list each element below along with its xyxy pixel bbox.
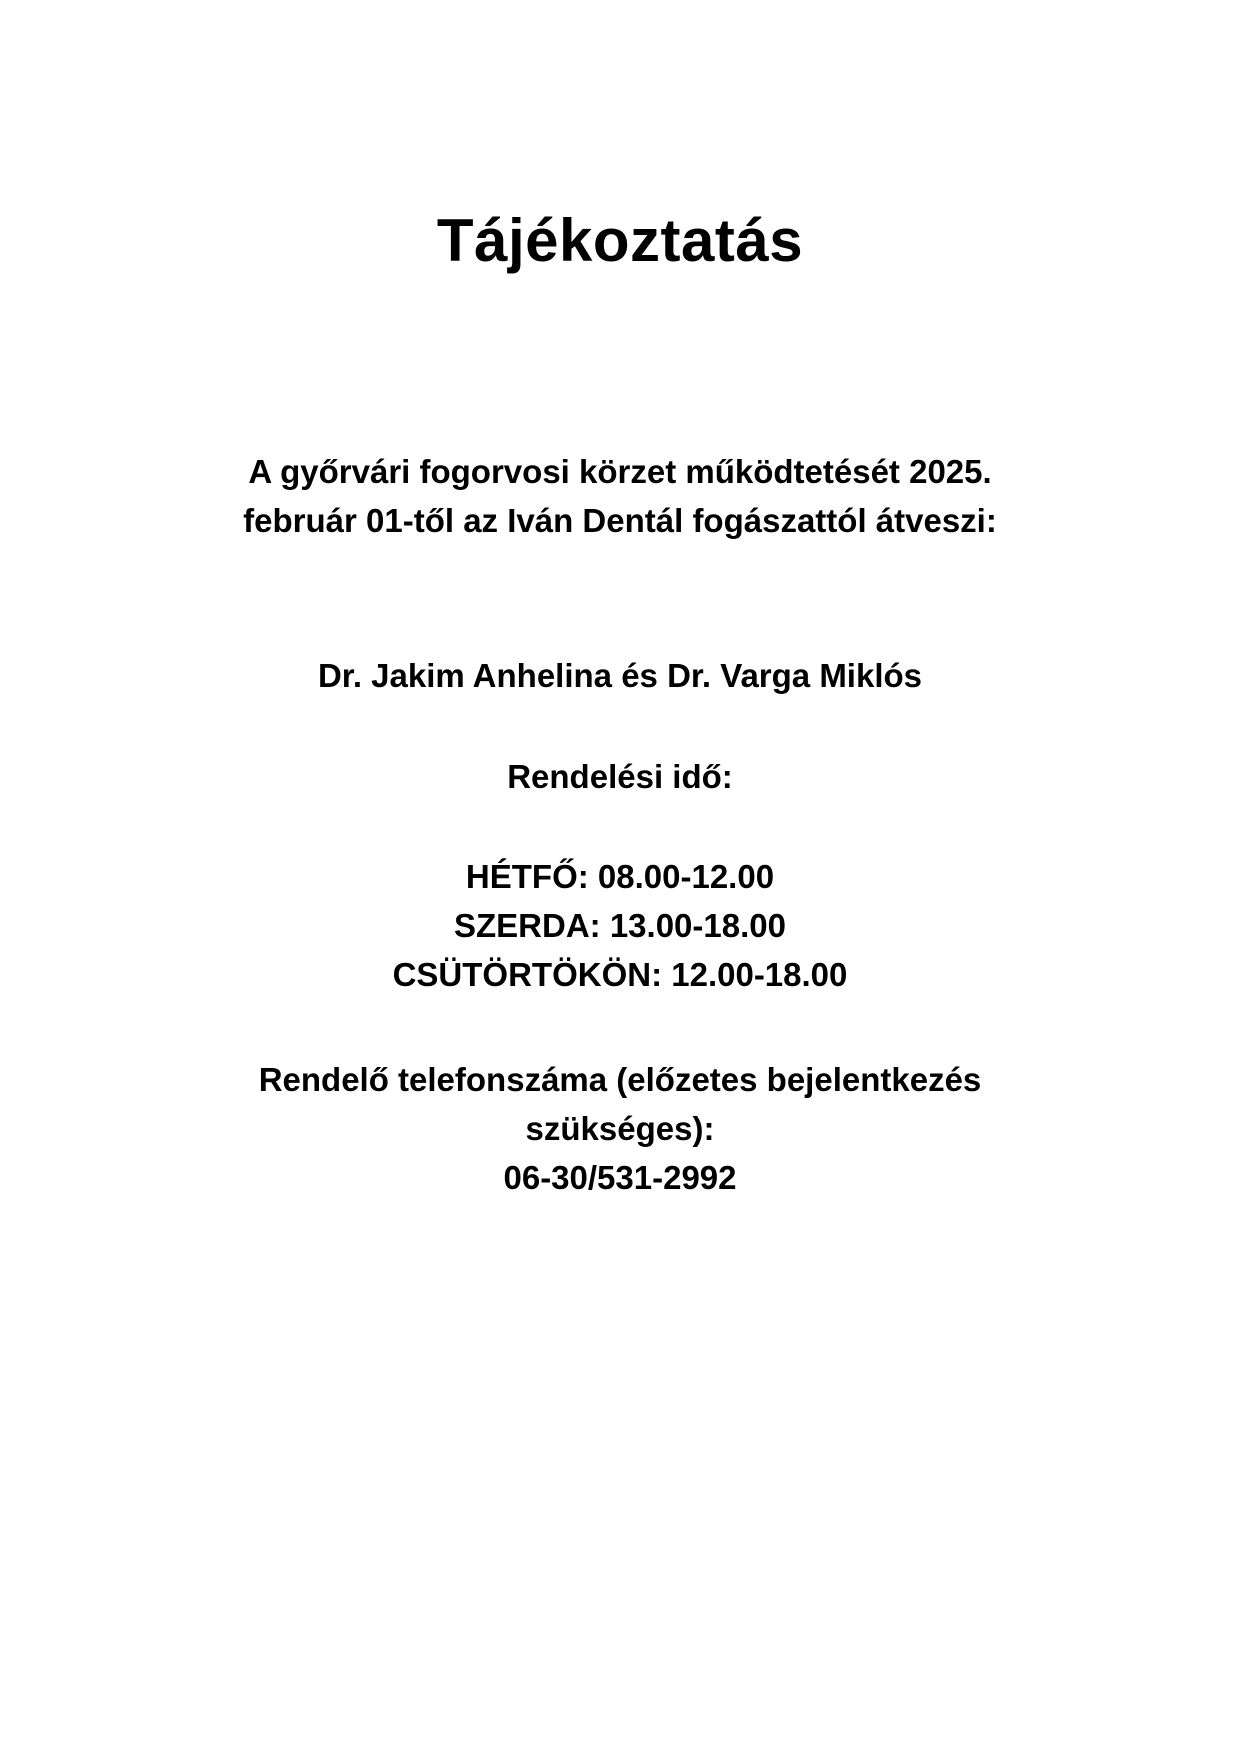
phone-label-line-1: Rendelő telefonszáma (előzetes bejelentkezés <box>258 1061 982 1098</box>
intro-line-1: A győrvári fogorvosi körzet működtetését 2025. <box>248 453 992 490</box>
phone-label-line-2: szükséges): <box>525 1110 715 1147</box>
page-title: Tájékoztatás <box>436 207 804 274</box>
schedule-monday: HÉTFŐ: 08.00-12.00 <box>465 858 775 895</box>
office-hours-schedule <box>120 852 1120 999</box>
phone-info <box>120 1055 1120 1202</box>
doctors-names <box>120 651 1120 700</box>
schedule-thursday: CSÜTÖRTÖKÖN: 12.00-18.00 <box>392 956 848 993</box>
office-hours-label: Rendelési idő: <box>507 758 733 795</box>
intro-line-2: február 01-től az Iván Dentál fogászattól átveszi: <box>243 502 997 539</box>
intro-paragraph <box>120 447 1120 545</box>
phone-number: 06-30/531-2992 <box>503 1159 737 1196</box>
schedule-wednesday: SZERDA: 13.00-18.00 <box>454 907 786 944</box>
doctors-line: Dr. Jakim Anhelina és Dr. Varga Miklós <box>317 657 923 694</box>
office-hours-heading <box>120 752 1120 801</box>
